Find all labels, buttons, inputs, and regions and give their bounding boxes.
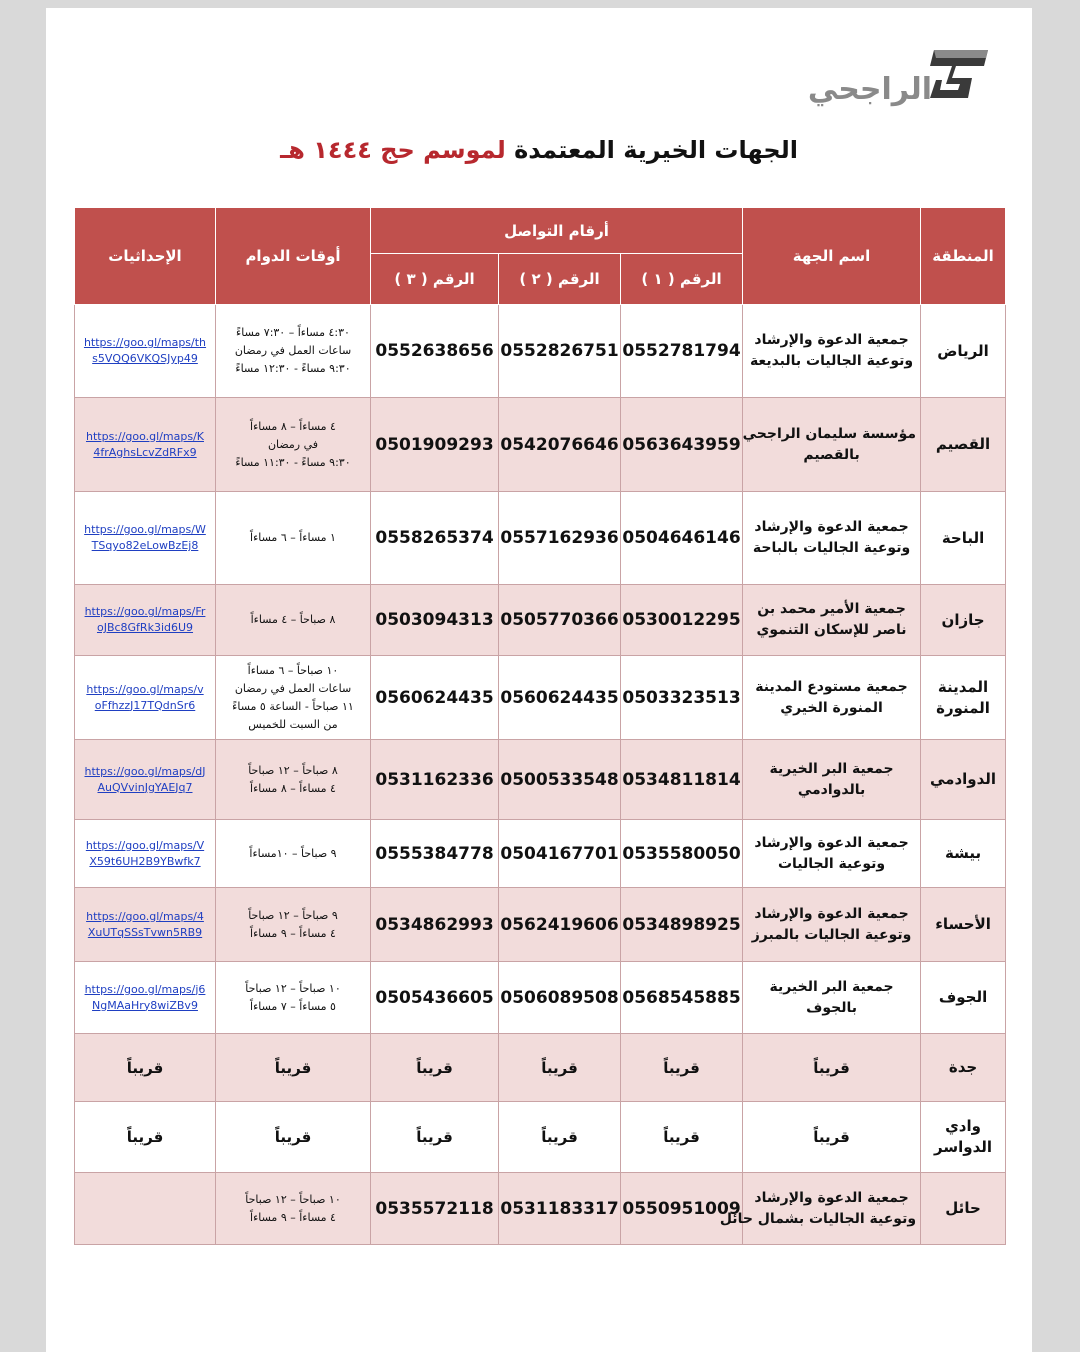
header-phone2: الرقم ( ٢ ) bbox=[499, 254, 621, 305]
region-cell bbox=[921, 888, 1006, 962]
coords-cell bbox=[75, 305, 216, 398]
region-cell bbox=[921, 1034, 1006, 1102]
header-hours: أوقات الدوام bbox=[216, 208, 371, 305]
hours-cell bbox=[216, 585, 371, 656]
header-region: المنطقة bbox=[921, 208, 1006, 305]
hours-line: ٨ صباحاً – ١٢ صباحاً bbox=[248, 763, 338, 777]
phone3-cell: 0552638656 bbox=[371, 305, 499, 398]
entity-line: جمعية الدعوة والإرشاد bbox=[754, 332, 909, 348]
entity-line: جمعية الدعوة والإرشاد bbox=[754, 519, 909, 535]
entity-line: بالجوف bbox=[806, 999, 857, 1016]
entity-line: قريباً bbox=[813, 1058, 850, 1077]
phone1-cell: 0530012295 bbox=[621, 585, 743, 656]
entity-cell bbox=[743, 398, 921, 492]
alrajhi-logo bbox=[804, 46, 990, 120]
hours-line: في رمضان bbox=[267, 437, 319, 451]
map-link[interactable]: https://goo.gl/maps/voFfhzzJ17TQdnSr6 bbox=[86, 682, 204, 712]
phone3-cell: قريباً bbox=[371, 1034, 499, 1102]
phone1-cell: 0568545885 bbox=[621, 962, 743, 1034]
phone2-cell: 0542076646 bbox=[499, 398, 621, 492]
entity-line: جمعية الأمير محمد بن bbox=[757, 601, 906, 617]
entity-line: وتوعية الجاليات بالمبرز bbox=[751, 926, 912, 943]
header-phone3: الرقم ( ٣ ) bbox=[371, 254, 499, 305]
hours-line: ٩ صباحاً – ١٠مساءاً bbox=[249, 846, 337, 860]
table-row bbox=[75, 1102, 1006, 1173]
hours-line: ١ مساءاً – ٦ مساءاً bbox=[250, 531, 336, 544]
hours-cell bbox=[216, 1034, 371, 1102]
header-coords: الإحداثيات bbox=[75, 208, 216, 305]
table-row bbox=[75, 1173, 1006, 1245]
coords-cell bbox=[75, 492, 216, 585]
coords-cell bbox=[75, 820, 216, 888]
phone3-cell: 0560624435 bbox=[371, 656, 499, 740]
region-cell bbox=[921, 398, 1006, 492]
hours-cell bbox=[216, 1173, 371, 1245]
region-cell bbox=[921, 585, 1006, 656]
region-line: الدواسر bbox=[934, 1138, 993, 1156]
table-row bbox=[75, 888, 1006, 962]
hours-line: ٥ مساءاً – ٧ مساءاً bbox=[250, 999, 336, 1013]
region-line: الرياض bbox=[937, 341, 989, 360]
region-cell bbox=[921, 1102, 1006, 1173]
table-row bbox=[75, 305, 1006, 398]
phone1-cell: 0504646146 bbox=[621, 492, 743, 585]
region-line: المدينة bbox=[937, 677, 989, 696]
coords-cell bbox=[75, 1173, 216, 1245]
hours-line: ٩:٣٠ مساءً - ١١:٣٠ مساءً bbox=[235, 455, 351, 469]
region-line: حائل bbox=[945, 1199, 981, 1217]
entity-cell bbox=[743, 492, 921, 585]
hours-line: ٤ مساءاً – ٨ مساءاً bbox=[250, 419, 336, 433]
hours-line: ٤ مساءاً – ٩ مساءاً bbox=[250, 926, 336, 940]
hours-line: ٩:٣٠ مساءً - ١٢:٣٠ مساءً bbox=[235, 362, 351, 375]
entity-line: جمعية الدعوة والإرشاد bbox=[754, 834, 909, 851]
phone1-cell: 0535580050 bbox=[621, 820, 743, 888]
entity-line: جمعية البر الخيرية bbox=[769, 978, 894, 995]
table-row bbox=[75, 492, 1006, 585]
entity-cell bbox=[743, 305, 921, 398]
entity-line: وتوعية الجاليات بالباحة bbox=[752, 540, 911, 556]
entity-line: بالدوادمي bbox=[797, 781, 866, 798]
phone1-cell: 0550951009 bbox=[621, 1173, 743, 1245]
entity-line: المنورة الخيري bbox=[780, 699, 883, 716]
coords-cell bbox=[75, 585, 216, 656]
phone2-cell: 0505770366 bbox=[499, 585, 621, 656]
region-line: القصيم bbox=[935, 435, 991, 453]
hours-line: من السبت للخميس bbox=[248, 717, 338, 731]
phone2-cell: 0560624435 bbox=[499, 656, 621, 740]
map-link[interactable]: https://goo.gl/maps/WTSqyo82eLowBzEj8 bbox=[84, 523, 206, 552]
coords-cell bbox=[75, 656, 216, 740]
region-cell bbox=[921, 305, 1006, 398]
region-cell bbox=[921, 492, 1006, 585]
region-cell bbox=[921, 740, 1006, 820]
entity-cell bbox=[743, 1102, 921, 1173]
phone1-cell: 0552781794 bbox=[621, 305, 743, 398]
entity-cell bbox=[743, 820, 921, 888]
hours-line: ساعات العمل في رمضان bbox=[234, 681, 352, 695]
coords-cell bbox=[75, 740, 216, 820]
entity-cell bbox=[743, 740, 921, 820]
hours-line: ساعات العمل في رمضان bbox=[234, 344, 352, 357]
hours-cell bbox=[216, 398, 371, 492]
logo-mark-icon bbox=[928, 46, 990, 106]
table-row bbox=[75, 1034, 1006, 1102]
phone3-cell: 0505436605 bbox=[371, 962, 499, 1034]
hours-line: ١٠ صباحاً – ٦ مساءاً bbox=[247, 663, 339, 677]
entity-line: وتوعية الجاليات بشمال حائل bbox=[719, 1210, 917, 1227]
hours-line: ٤ مساءاً – ٨ مساءاً bbox=[250, 781, 336, 795]
hours-line: ١٠ صباحاً – ١٢ صباحاً bbox=[245, 981, 341, 995]
entity-cell bbox=[743, 1034, 921, 1102]
coords-cell bbox=[75, 888, 216, 962]
hours-line: قريباً bbox=[274, 1128, 312, 1146]
hours-cell bbox=[216, 492, 371, 585]
table-row bbox=[75, 585, 1006, 656]
region-cell bbox=[921, 656, 1006, 740]
table-row bbox=[75, 962, 1006, 1034]
phone3-cell: 0503094313 bbox=[371, 585, 499, 656]
phone1-cell: 0534898925 bbox=[621, 888, 743, 962]
entity-line: جمعية الدعوة والإرشاد bbox=[754, 905, 909, 922]
phone1-cell: 0534811814 bbox=[621, 740, 743, 820]
table-row bbox=[75, 398, 1006, 492]
entity-cell bbox=[719, 1173, 921, 1245]
phone3-cell: قريباً bbox=[371, 1102, 499, 1173]
region-cell bbox=[921, 962, 1006, 1034]
region-cell bbox=[921, 820, 1006, 888]
region-cell bbox=[921, 1173, 1006, 1245]
hours-line: ١١ صباحاً - الساعة ٥ مساءً bbox=[232, 699, 354, 713]
region-line: الأحساء bbox=[935, 915, 991, 933]
map-link[interactable]: https://goo.gl/maps/K4frAghsLcvZdRFx9 bbox=[85, 429, 204, 459]
hours-line: ٨ صباحاً – ٤ مساءاً bbox=[250, 613, 336, 626]
coords-cell: قريباً bbox=[75, 1034, 216, 1102]
table-row bbox=[75, 656, 1006, 740]
coords-cell: قريباً bbox=[75, 1102, 216, 1173]
phone1-cell: 0503323513 bbox=[621, 656, 743, 740]
phone1-cell: قريباً bbox=[621, 1102, 743, 1173]
page-title bbox=[46, 136, 1032, 164]
header-row-1 bbox=[75, 208, 1006, 254]
hours-line: ٤ مساءاً – ٩ مساءاً bbox=[250, 1210, 336, 1224]
coords-cell bbox=[75, 398, 216, 492]
table-row bbox=[75, 820, 1006, 888]
entity-line: بالقصيم bbox=[803, 446, 860, 463]
header-entity: اسم الجهة bbox=[743, 208, 921, 305]
phone3-cell: 0535572118 bbox=[371, 1173, 499, 1245]
hours-cell bbox=[216, 962, 371, 1034]
region-line: المنورة bbox=[936, 698, 990, 717]
region-line: الدوادمي bbox=[929, 770, 997, 788]
hours-cell bbox=[216, 1102, 371, 1173]
map-link[interactable]: https://goo.gl/maps/4XuUTqSSsTvwn5RB9 bbox=[86, 909, 204, 939]
entity-line: جمعية مستودع المدينة bbox=[755, 678, 908, 695]
title-accent: لموسم حج ١٤٤٤ هـ bbox=[280, 136, 506, 164]
table-row bbox=[75, 740, 1006, 820]
title-main: الجهات الخيرية المعتمدة bbox=[505, 136, 798, 164]
region-line: جدة bbox=[948, 1058, 978, 1076]
phone2-cell: 0504167701 bbox=[499, 820, 621, 888]
entity-line: قريباً bbox=[813, 1128, 850, 1146]
document-page bbox=[46, 8, 1032, 1352]
phone3-cell: 0558265374 bbox=[371, 492, 499, 585]
hours-cell bbox=[216, 820, 371, 888]
region-line: بيشة bbox=[944, 844, 982, 862]
phone3-cell: 0501909293 bbox=[371, 398, 499, 492]
entity-line: جمعية البر الخيرية bbox=[769, 760, 894, 777]
entity-cell bbox=[743, 656, 921, 740]
phone2-cell: 0557162936 bbox=[499, 492, 621, 585]
entity-line: وتوعية الجاليات بالبديعة bbox=[749, 353, 914, 369]
phone2-cell: قريباً bbox=[499, 1102, 621, 1173]
hours-line: ٩ صباحاً – ١٢ صباحاً bbox=[248, 908, 338, 922]
phone1-cell: قريباً bbox=[621, 1034, 743, 1102]
region-line: جازان bbox=[941, 610, 985, 629]
map-link[interactable]: https://goo.gl/maps/FroJBc8GfRk3id6U9 bbox=[84, 605, 206, 634]
map-link[interactable]: https://goo.gl/maps/dJAuQVvinJgYAEJq7 bbox=[84, 764, 206, 794]
logo-text: الراجحي bbox=[807, 72, 932, 107]
phone2-cell: 0562419606 bbox=[499, 888, 621, 962]
map-link[interactable]: https://goo.gl/maps/j6NgMAaHry8wiZBv9 bbox=[84, 982, 206, 1012]
entity-cell bbox=[743, 962, 921, 1034]
entity-cell bbox=[743, 888, 921, 962]
coords-cell bbox=[75, 962, 216, 1034]
phone3-cell: 0555384778 bbox=[371, 820, 499, 888]
charities-table bbox=[74, 207, 1006, 1245]
phone3-cell: 0531162336 bbox=[371, 740, 499, 820]
entity-line: ناصر للإسكان التنموي bbox=[756, 622, 907, 638]
region-line: وادي bbox=[945, 1117, 981, 1135]
phone2-cell: 0500533548 bbox=[499, 740, 621, 820]
region-line: الباحة bbox=[941, 528, 985, 547]
header-contacts: أرقام التواصل bbox=[371, 208, 743, 254]
phone2-cell: 0531183317 bbox=[499, 1173, 621, 1245]
hours-cell bbox=[216, 740, 371, 820]
phone3-cell: 0534862993 bbox=[371, 888, 499, 962]
hours-cell bbox=[216, 656, 371, 740]
region-line: الجوف bbox=[938, 988, 988, 1006]
hours-line: ٤:٣٠ مساءاً – ٧:٣٠ مساءً bbox=[236, 326, 350, 339]
entity-cell bbox=[743, 585, 921, 656]
hours-cell bbox=[216, 305, 371, 398]
hours-line: ١٠ صباحاً – ١٢ صباحاً bbox=[245, 1192, 341, 1206]
entity-line: مؤسسة سليمان الراجحي bbox=[742, 425, 917, 442]
phone2-cell: قريباً bbox=[499, 1034, 621, 1102]
map-link[interactable]: https://goo.gl/maps/VX59t6UH2B9YBwfk7 bbox=[85, 838, 205, 868]
phone2-cell: 0506089508 bbox=[499, 962, 621, 1034]
entity-line: وتوعية الجاليات bbox=[777, 855, 886, 872]
phone2-cell: 0552826751 bbox=[499, 305, 621, 398]
map-link[interactable]: https://goo.gl/maps/ths5VQQ6VKQSJyp49 bbox=[83, 336, 207, 365]
table-body bbox=[75, 305, 1006, 1245]
hours-cell bbox=[216, 888, 371, 962]
hours-line: قريباً bbox=[274, 1058, 312, 1077]
header-phone1: الرقم ( ١ ) bbox=[621, 254, 743, 305]
entity-line: جمعية الدعوة والإرشاد bbox=[754, 1189, 909, 1206]
phone1-cell: 0563643959 bbox=[621, 398, 743, 492]
